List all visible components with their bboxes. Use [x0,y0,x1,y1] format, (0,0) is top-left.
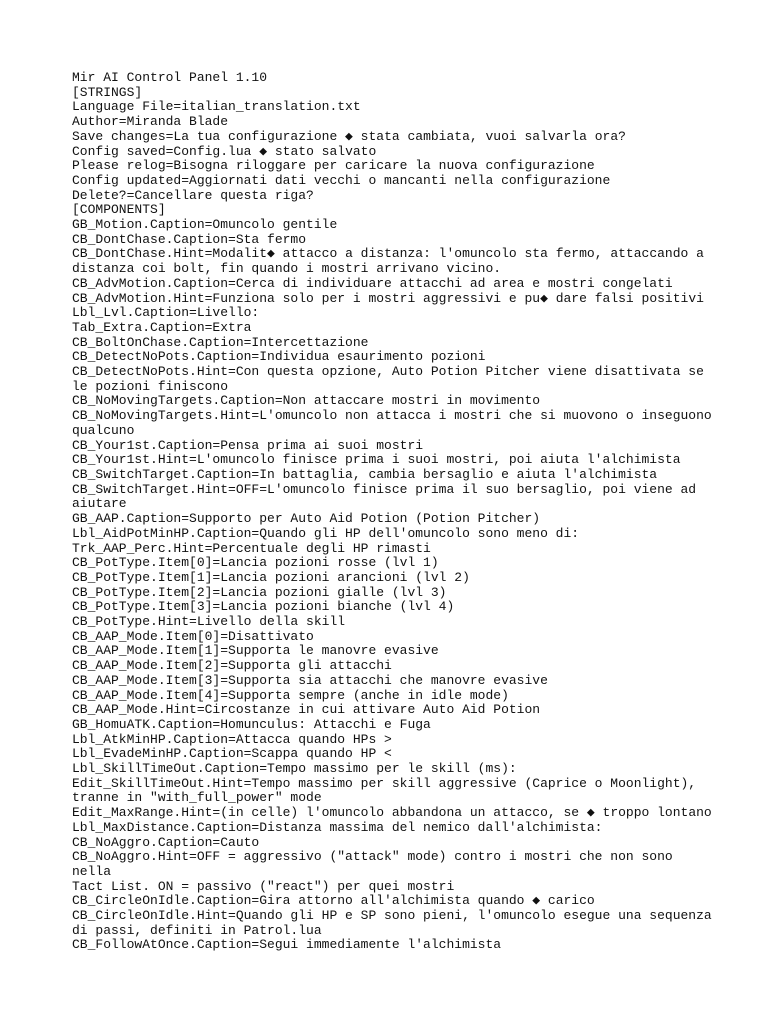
doc-line: Lbl_SkillTimeOut.Caption=Tempo massimo per le skill (ms): [72,761,517,777]
doc-line: CB_Your1st.Hint=L'omuncolo finisce prima i suoi mostri, poi aiuta l'alchimista [72,452,681,468]
doc-line: Lbl_Lvl.Caption=Livello: [72,305,260,321]
doc-line: Config saved=Config.lua ◆ stato salvato [72,143,377,159]
doc-line: CB_CircleOnIdle.Hint=Quando gli HP e SP sono pieni, l'omuncolo esegue una sequenza [72,908,712,924]
doc-line: CB_DontChase.Caption=Sta fermo [72,231,307,247]
doc-line: CB_AAP_Mode.Item[4]=Supporta sempre (anche in idle mode) [72,687,509,703]
doc-line: CB_PotType.Item[3]=Lancia pozioni bianche (lvl 4) [72,599,455,615]
doc-line: Author=Miranda Blade [72,114,229,130]
doc-line: Tab_Extra.Caption=Extra [72,319,252,335]
doc-line: Please relog=Bisogna riloggare per caricare la nuova configurazione [72,158,595,174]
doc-line: CB_SwitchTarget.Caption=In battaglia, cambia bersaglio e aiuta l'alchimista [72,466,658,482]
doc-line: Lbl_AtkMinHP.Caption=Attacca quando HPs > [72,731,392,747]
doc-line: Edit_MaxRange.Hint=(in celle) l'omuncolo abbandona un attacco, se ◆ troppo lontano [72,805,712,821]
doc-line: distanza coi bolt, fin quando i mostri arrivano vicino. [72,261,502,277]
doc-line: CB_Your1st.Caption=Pensa prima ai suoi mostri [72,437,424,453]
doc-line: CB_AdvMotion.Caption=Cerca di individuare attacchi ad area e mostri congelati [72,275,673,291]
doc-line: CB_DetectNoPots.Caption=Individua esaurimento pozioni [72,349,486,365]
doc-line: CB_AdvMotion.Hint=Funziona solo per i mostri aggressivi e pu◆ dare falsi positivi [72,290,704,306]
doc-line: Delete?=Cancellare questa riga? [72,187,314,203]
doc-line: Language File=italian_translation.txt [72,99,361,115]
doc-line: CB_NoMovingTargets.Hint=L'omuncolo non attacca i mostri che si muovono o inseguono [72,408,712,424]
doc-line: CB_AAP_Mode.Hint=Circostanze in cui attivare Auto Aid Potion [72,702,541,718]
doc-line: CB_BoltOnChase.Caption=Intercettazione [72,334,369,350]
doc-line: CB_SwitchTarget.Hint=OFF=L'omuncolo finisce prima il suo bersaglio, poi viene ad [72,481,697,497]
doc-line: Lbl_EvadeMinHP.Caption=Scappa quando HP < [72,746,392,762]
doc-line: CB_AAP_Mode.Item[0]=Disattivato [72,628,314,644]
doc-line: CB_PotType.Item[2]=Lancia pozioni gialle (lvl 3) [72,584,447,600]
doc-line: Save changes=La tua configurazione ◆ stata cambiata, vuoi salvarla ora? [72,128,626,144]
doc-line: Edit_SkillTimeOut.Hint=Tempo massimo per skill aggressive (Caprice o Moonlight), [72,775,697,791]
doc-line: CB_NoMovingTargets.Caption=Non attaccare mostri in movimento [72,393,541,409]
doc-line: le pozioni finiscono [72,378,229,394]
doc-line: tranne in "with_full_power" mode [72,790,322,806]
doc-line: CB_AAP_Mode.Item[3]=Supporta sia attacchi che manovre evasive [72,672,548,688]
doc-line: GB_AAP.Caption=Supporto per Auto Aid Potion (Potion Pitcher) [72,511,541,527]
doc-line: [STRINGS] [72,84,143,100]
doc-line: CB_NoAggro.Caption=Cauto [72,834,260,850]
doc-line: CB_FollowAtOnce.Caption=Segui immediamente l'alchimista [72,937,502,953]
doc-line: CB_PotType.Item[1]=Lancia pozioni arancioni (lvl 2) [72,569,470,585]
doc-line: GB_HomuATK.Caption=Homunculus: Attacchi e Fuga [72,716,431,732]
doc-line: CB_AAP_Mode.Item[1]=Supporta le manovre evasive [72,643,439,659]
doc-line: Lbl_MaxDistance.Caption=Distanza massima del nemico dall'alchimista: [72,819,603,835]
doc-line: CB_AAP_Mode.Item[2]=Supporta gli attacchi [72,658,392,674]
doc-line: qualcuno [72,422,135,438]
doc-line: CB_DetectNoPots.Hint=Con questa opzione, Auto Potion Pitcher viene disattivata se [72,364,704,380]
doc-line: CB_CircleOnIdle.Caption=Gira attorno all'alchimista quando ◆ carico [72,893,595,909]
document-page [72,71,712,953]
doc-line: Trk_AAP_Perc.Hint=Percentuale degli HP rimasti [72,540,431,556]
doc-line: CB_PotType.Hint=Livello della skill [72,614,346,630]
doc-line: CB_NoAggro.Hint=OFF = aggressivo ("attack" mode) contro i mostri che non sono nella [72,849,681,879]
doc-line: aiutare [72,496,127,512]
doc-line: Lbl_AidPotMinHP.Caption=Quando gli HP dell'omuncolo sono meno di: [72,525,580,541]
doc-line: di passi, definiti in Patrol.lua [72,922,322,938]
doc-line: GB_Motion.Caption=Omuncolo gentile [72,217,338,233]
doc-line: [COMPONENTS] [72,202,166,218]
doc-line: Mir AI Control Panel 1.10 [72,70,268,85]
doc-line: CB_DontChase.Hint=Modalit◆ attacco a distanza: l'omuncolo sta fermo, attaccando a [72,246,704,262]
doc-line: Tact List. ON = passivo ("react") per quei mostri [72,878,455,894]
doc-line: CB_PotType.Item[0]=Lancia pozioni rosse (lvl 1) [72,555,439,571]
doc-line: Config updated=Aggiornati dati vecchi o mancanti nella configurazione [72,172,611,188]
